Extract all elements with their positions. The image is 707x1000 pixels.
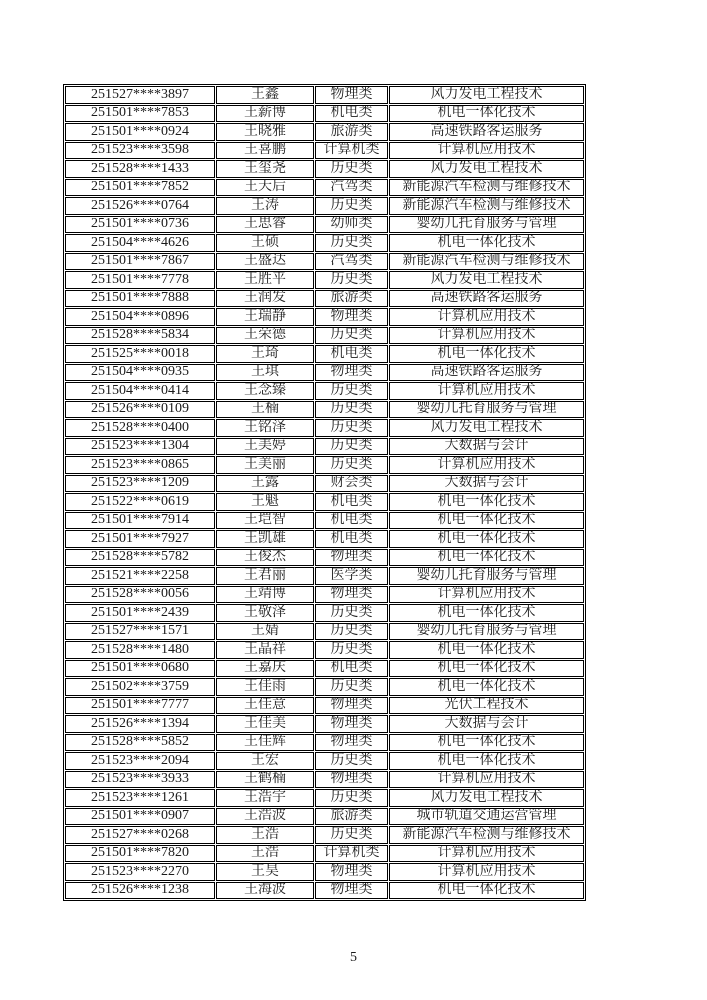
- cell-name: 王佳美: [216, 715, 314, 733]
- table-row: [65, 826, 584, 844]
- table-row: [65, 197, 584, 215]
- cell-category: 汽驾类: [315, 179, 388, 197]
- cell-exam-id: 251528****5834: [65, 327, 215, 345]
- cell-program: 婴幼儿托育服务与管理: [389, 623, 584, 641]
- table-body: [65, 86, 584, 899]
- cell-exam-id: 251523****2270: [65, 863, 215, 881]
- table-row: [65, 216, 584, 234]
- cell-name: 王魁: [216, 493, 314, 511]
- cell-category: 机电类: [315, 660, 388, 678]
- cell-exam-id: 251501****0736: [65, 216, 215, 234]
- cell-name: 王琪: [216, 364, 314, 382]
- cell-program: 机电一体化技术: [389, 105, 584, 123]
- cell-category: 历史类: [315, 382, 388, 400]
- cell-exam-id: 251504****4626: [65, 234, 215, 252]
- cell-exam-id: 251523****3933: [65, 771, 215, 789]
- cell-name: 王敬泽: [216, 604, 314, 622]
- cell-program: 机电一体化技术: [389, 493, 584, 511]
- table-row: [65, 623, 584, 641]
- cell-name: 王露: [216, 475, 314, 493]
- cell-program: 婴幼儿托育服务与管理: [389, 567, 584, 585]
- cell-category: 物理类: [315, 364, 388, 382]
- table-row: [65, 549, 584, 567]
- cell-program: 计算机应用技术: [389, 586, 584, 604]
- cell-exam-id: 251521****2258: [65, 567, 215, 585]
- table-row: [65, 401, 584, 419]
- table-row: [65, 641, 584, 659]
- cell-exam-id: 251526****0764: [65, 197, 215, 215]
- cell-name: 王晓雅: [216, 123, 314, 141]
- table-row: [65, 808, 584, 826]
- cell-name: 王靖博: [216, 586, 314, 604]
- cell-program: 风力发电工程技术: [389, 160, 584, 178]
- cell-category: 旅游类: [315, 808, 388, 826]
- cell-name: 王晶祥: [216, 641, 314, 659]
- table-row: [65, 771, 584, 789]
- cell-program: 光伏工程技术: [389, 697, 584, 715]
- cell-exam-id: 251501****2439: [65, 604, 215, 622]
- table-row: [65, 438, 584, 456]
- cell-program: 婴幼儿托育服务与管理: [389, 401, 584, 419]
- cell-category: 历史类: [315, 271, 388, 289]
- cell-name: 王佳辉: [216, 734, 314, 752]
- table-row: [65, 882, 584, 900]
- table-row: [65, 697, 584, 715]
- cell-name: 王胜平: [216, 271, 314, 289]
- cell-exam-id: 251504****0935: [65, 364, 215, 382]
- cell-exam-id: 251501****7777: [65, 697, 215, 715]
- cell-category: 历史类: [315, 438, 388, 456]
- table-row: [65, 160, 584, 178]
- cell-category: 机电类: [315, 493, 388, 511]
- cell-exam-id: 251501****7820: [65, 845, 215, 863]
- cell-exam-id: 251523****1209: [65, 475, 215, 493]
- cell-category: 机电类: [315, 512, 388, 530]
- cell-name: 王垲智: [216, 512, 314, 530]
- cell-exam-id: 251526****0109: [65, 401, 215, 419]
- cell-name: 王君丽: [216, 567, 314, 585]
- cell-program: 机电一体化技术: [389, 660, 584, 678]
- table-row: [65, 475, 584, 493]
- cell-category: 计算机类: [315, 142, 388, 160]
- table-row: [65, 253, 584, 271]
- cell-exam-id: 251501****0907: [65, 808, 215, 826]
- cell-category: 计算机类: [315, 845, 388, 863]
- table-row: [65, 123, 584, 141]
- table-row: [65, 493, 584, 511]
- cell-exam-id: 251523****1261: [65, 789, 215, 807]
- cell-program: 大数据与会计: [389, 438, 584, 456]
- cell-name: 王硕: [216, 234, 314, 252]
- table-row: [65, 271, 584, 289]
- cell-exam-id: 251528****0056: [65, 586, 215, 604]
- cell-category: 旅游类: [315, 123, 388, 141]
- cell-name: 王海波: [216, 882, 314, 900]
- cell-category: 历史类: [315, 327, 388, 345]
- table-row: [65, 752, 584, 770]
- cell-program: 机电一体化技术: [389, 882, 584, 900]
- cell-category: 机电类: [315, 530, 388, 548]
- cell-name: 王天后: [216, 179, 314, 197]
- cell-name: 王佳雨: [216, 678, 314, 696]
- cell-program: 高速铁路客运服务: [389, 364, 584, 382]
- cell-exam-id: 251501****0924: [65, 123, 215, 141]
- table-row: [65, 179, 584, 197]
- cell-program: 婴幼儿托育服务与管理: [389, 216, 584, 234]
- cell-category: 医学类: [315, 567, 388, 585]
- cell-program: 高速铁路客运服务: [389, 123, 584, 141]
- cell-name: 王玺尧: [216, 160, 314, 178]
- cell-category: 物理类: [315, 882, 388, 900]
- table-row: [65, 345, 584, 363]
- cell-name: 王佳意: [216, 697, 314, 715]
- cell-category: 物理类: [315, 86, 388, 104]
- cell-category: 物理类: [315, 715, 388, 733]
- cell-exam-id: 251523****3598: [65, 142, 215, 160]
- cell-category: 物理类: [315, 771, 388, 789]
- table-row: [65, 308, 584, 326]
- cell-exam-id: 251501****7867: [65, 253, 215, 271]
- cell-name: 王美婷: [216, 438, 314, 456]
- cell-category: 物理类: [315, 734, 388, 752]
- table-row: [65, 567, 584, 585]
- cell-name: 王宏: [216, 752, 314, 770]
- cell-program: 机电一体化技术: [389, 345, 584, 363]
- cell-name: 王铭泽: [216, 419, 314, 437]
- cell-name: 王瑞静: [216, 308, 314, 326]
- cell-category: 物理类: [315, 308, 388, 326]
- cell-name: 王盛达: [216, 253, 314, 271]
- cell-category: 历史类: [315, 641, 388, 659]
- cell-name: 王念臻: [216, 382, 314, 400]
- cell-program: 城市轨道交通运营管理: [389, 808, 584, 826]
- cell-name: 王琦: [216, 345, 314, 363]
- table-row: [65, 327, 584, 345]
- cell-exam-id: 251501****7927: [65, 530, 215, 548]
- cell-exam-id: 251527****0268: [65, 826, 215, 844]
- table-row: [65, 364, 584, 382]
- cell-program: 机电一体化技术: [389, 641, 584, 659]
- cell-name: 王俊杰: [216, 549, 314, 567]
- table-row: [65, 512, 584, 530]
- table-row: [65, 604, 584, 622]
- admission-roster-table: [63, 84, 586, 901]
- cell-exam-id: 251528****1480: [65, 641, 215, 659]
- cell-name: 王凯雄: [216, 530, 314, 548]
- cell-program: 计算机应用技术: [389, 382, 584, 400]
- cell-exam-id: 251528****5852: [65, 734, 215, 752]
- cell-name: 王浩: [216, 826, 314, 844]
- cell-name: 王浩: [216, 845, 314, 863]
- table-row: [65, 789, 584, 807]
- cell-program: 大数据与会计: [389, 715, 584, 733]
- cell-name: 王涛: [216, 197, 314, 215]
- page-number: 5: [350, 950, 357, 965]
- cell-program: 风力发电工程技术: [389, 789, 584, 807]
- cell-exam-id: 251527****1571: [65, 623, 215, 641]
- cell-exam-id: 251526****1238: [65, 882, 215, 900]
- cell-name: 王浩波: [216, 808, 314, 826]
- table-row: [65, 142, 584, 160]
- cell-category: 历史类: [315, 752, 388, 770]
- cell-exam-id: 251527****3897: [65, 86, 215, 104]
- cell-name: 王昊: [216, 863, 314, 881]
- cell-program: 机电一体化技术: [389, 234, 584, 252]
- cell-name: 王鹤楠: [216, 771, 314, 789]
- cell-category: 历史类: [315, 604, 388, 622]
- cell-category: 物理类: [315, 863, 388, 881]
- cell-exam-id: 251501****7852: [65, 179, 215, 197]
- cell-name: 王润发: [216, 290, 314, 308]
- cell-category: 历史类: [315, 623, 388, 641]
- table-row: [65, 456, 584, 474]
- cell-category: 历史类: [315, 826, 388, 844]
- cell-category: 物理类: [315, 586, 388, 604]
- cell-program: 高速铁路客运服务: [389, 290, 584, 308]
- table-row: [65, 678, 584, 696]
- cell-exam-id: 251501****7853: [65, 105, 215, 123]
- cell-name: 王嘉庆: [216, 660, 314, 678]
- cell-category: 物理类: [315, 697, 388, 715]
- cell-program: 机电一体化技术: [389, 512, 584, 530]
- cell-exam-id: 251501****7778: [65, 271, 215, 289]
- cell-category: 物理类: [315, 549, 388, 567]
- cell-category: 机电类: [315, 345, 388, 363]
- cell-program: 计算机应用技术: [389, 845, 584, 863]
- table-row: [65, 530, 584, 548]
- cell-exam-id: 251501****7914: [65, 512, 215, 530]
- cell-exam-id: 251526****1394: [65, 715, 215, 733]
- cell-program: 计算机应用技术: [389, 863, 584, 881]
- cell-name: 王婧: [216, 623, 314, 641]
- table-row: [65, 105, 584, 123]
- cell-program: 风力发电工程技术: [389, 419, 584, 437]
- cell-exam-id: 251528****0400: [65, 419, 215, 437]
- cell-program: 机电一体化技术: [389, 604, 584, 622]
- cell-name: 王思睿: [216, 216, 314, 234]
- cell-category: 历史类: [315, 234, 388, 252]
- cell-name: 王浩宇: [216, 789, 314, 807]
- cell-category: 历史类: [315, 197, 388, 215]
- cell-category: 汽驾类: [315, 253, 388, 271]
- cell-exam-id: 251501****0680: [65, 660, 215, 678]
- cell-program: 机电一体化技术: [389, 678, 584, 696]
- cell-exam-id: 251502****3759: [65, 678, 215, 696]
- table-row: [65, 382, 584, 400]
- cell-category: 财会类: [315, 475, 388, 493]
- cell-category: 历史类: [315, 456, 388, 474]
- cell-name: 王楠: [216, 401, 314, 419]
- cell-program: 计算机应用技术: [389, 456, 584, 474]
- cell-category: 历史类: [315, 419, 388, 437]
- cell-exam-id: 251501****7888: [65, 290, 215, 308]
- cell-exam-id: 251523****2094: [65, 752, 215, 770]
- cell-program: 机电一体化技术: [389, 752, 584, 770]
- table-row: [65, 660, 584, 678]
- cell-category: 机电类: [315, 105, 388, 123]
- table-row: [65, 86, 584, 104]
- cell-name: 王荣德: [216, 327, 314, 345]
- cell-exam-id: 251504****0414: [65, 382, 215, 400]
- cell-category: 历史类: [315, 789, 388, 807]
- cell-exam-id: 251528****5782: [65, 549, 215, 567]
- cell-category: 幼师类: [315, 216, 388, 234]
- table-row: [65, 290, 584, 308]
- cell-exam-id: 251528****1433: [65, 160, 215, 178]
- cell-program: 计算机应用技术: [389, 142, 584, 160]
- cell-name: 王鑫: [216, 86, 314, 104]
- cell-program: 新能源汽车检测与维修技术: [389, 826, 584, 844]
- cell-program: 机电一体化技术: [389, 530, 584, 548]
- cell-program: 计算机应用技术: [389, 771, 584, 789]
- cell-program: 机电一体化技术: [389, 734, 584, 752]
- cell-program: 新能源汽车检测与维修技术: [389, 253, 584, 271]
- cell-name: 王薪博: [216, 105, 314, 123]
- table-row: [65, 845, 584, 863]
- table-row: [65, 734, 584, 752]
- cell-program: 新能源汽车检测与维修技术: [389, 179, 584, 197]
- cell-exam-id: 251523****0865: [65, 456, 215, 474]
- table-row: [65, 234, 584, 252]
- table-row: [65, 419, 584, 437]
- table-row: [65, 715, 584, 733]
- cell-program: 计算机应用技术: [389, 327, 584, 345]
- cell-category: 历史类: [315, 401, 388, 419]
- cell-name: 王美丽: [216, 456, 314, 474]
- cell-category: 历史类: [315, 678, 388, 696]
- cell-exam-id: 251525****0018: [65, 345, 215, 363]
- cell-program: 风力发电工程技术: [389, 86, 584, 104]
- cell-program: 风力发电工程技术: [389, 271, 584, 289]
- cell-program: 计算机应用技术: [389, 308, 584, 326]
- cell-program: 新能源汽车检测与维修技术: [389, 197, 584, 215]
- cell-program: 大数据与会计: [389, 475, 584, 493]
- cell-exam-id: 251523****1304: [65, 438, 215, 456]
- table-row: [65, 863, 584, 881]
- cell-exam-id: 251504****0896: [65, 308, 215, 326]
- table-row: [65, 586, 584, 604]
- cell-name: 王喜鹏: [216, 142, 314, 160]
- cell-exam-id: 251522****0619: [65, 493, 215, 511]
- cell-category: 旅游类: [315, 290, 388, 308]
- cell-category: 历史类: [315, 160, 388, 178]
- cell-program: 机电一体化技术: [389, 549, 584, 567]
